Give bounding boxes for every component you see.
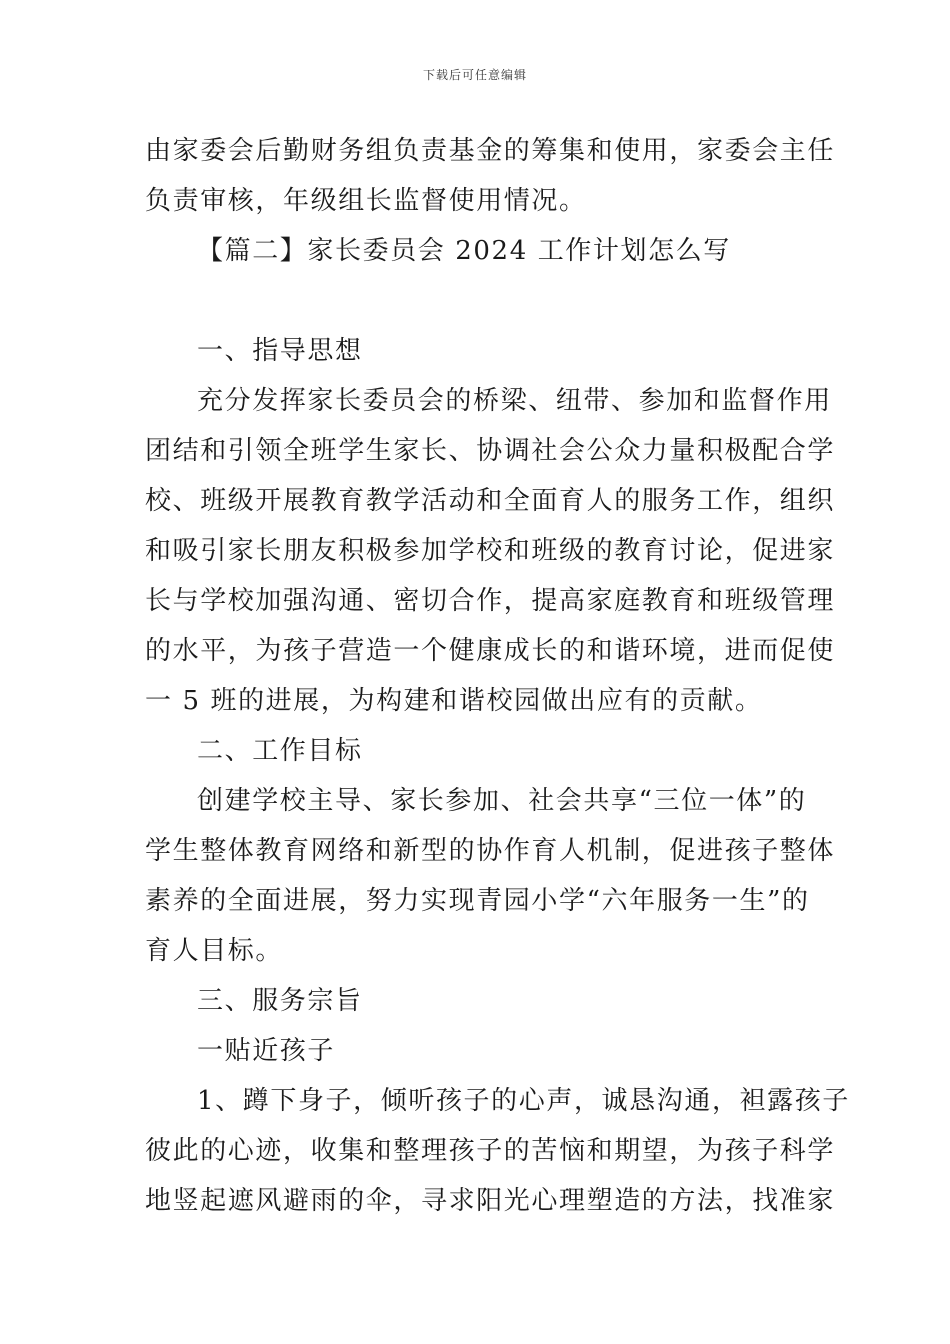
paragraph-line: 创建学校主导、家长参加、社会共享“三位一体”的 — [197, 786, 807, 816]
paragraph-line: 和吸引家长朋友积极参加学校和班级的教育讨论，促进家 — [145, 536, 836, 566]
paragraph-line: 由家委会后勤财务组负责基金的筹集和使用，家委会主任 — [145, 136, 836, 166]
paragraph-line: 1、蹲下身子，倾听孩子的心声，诚恳沟通，袒露孩子 — [197, 1086, 850, 1116]
paragraph-line: 彼此的心迹，收集和整理孩子的苦恼和期望，为孩子科学 — [145, 1136, 836, 1166]
paragraph-line: 的水平，为孩子营造一个健康成长的和谐环境，进而促使 — [145, 636, 836, 666]
paragraph-line: 长与学校加强沟通、密切合作，提高家庭教育和班级管理 — [145, 586, 836, 616]
section-heading: 一、指导思想 — [197, 336, 363, 366]
paragraph-line: 校、班级开展教育教学活动和全面育人的服务工作，组织 — [145, 486, 836, 516]
subsection-heading: 一贴近孩子 — [197, 1036, 336, 1066]
paragraph-line: 团结和引领全班学生家长、协调社会公众力量积极配合学 — [145, 436, 836, 466]
paragraph-line: 育人目标。 — [145, 936, 284, 966]
section-heading: 【篇二】家长委员会 2024 工作计划怎么写 — [197, 236, 731, 266]
section-heading: 二、工作目标 — [197, 736, 363, 766]
paragraph-line: 充分发挥家长委员会的桥梁、纽带、参加和监督作用 — [197, 386, 832, 416]
section-heading: 三、服务宗旨 — [197, 986, 363, 1016]
document-body — [145, 126, 850, 1226]
header-note: 下载后可任意编辑 — [422, 68, 527, 82]
blank-line — [145, 276, 810, 326]
paragraph-line: 学生整体教育网络和新型的协作育人机制，促进孩子整体 — [145, 836, 836, 866]
paragraph-line: 地竖起遮风避雨的伞，寻求阳光心理塑造的方法，找准家 — [145, 1186, 836, 1216]
paragraph-line: 一 5 班的进展，为构建和谐校园做出应有的贡献。 — [145, 686, 763, 716]
paragraph-line: 负责审核，年级组长监督使用情况。 — [145, 186, 587, 216]
paragraph-line: 素养的全面进展，努力实现青园小学“六年服务一生”的 — [145, 886, 810, 916]
